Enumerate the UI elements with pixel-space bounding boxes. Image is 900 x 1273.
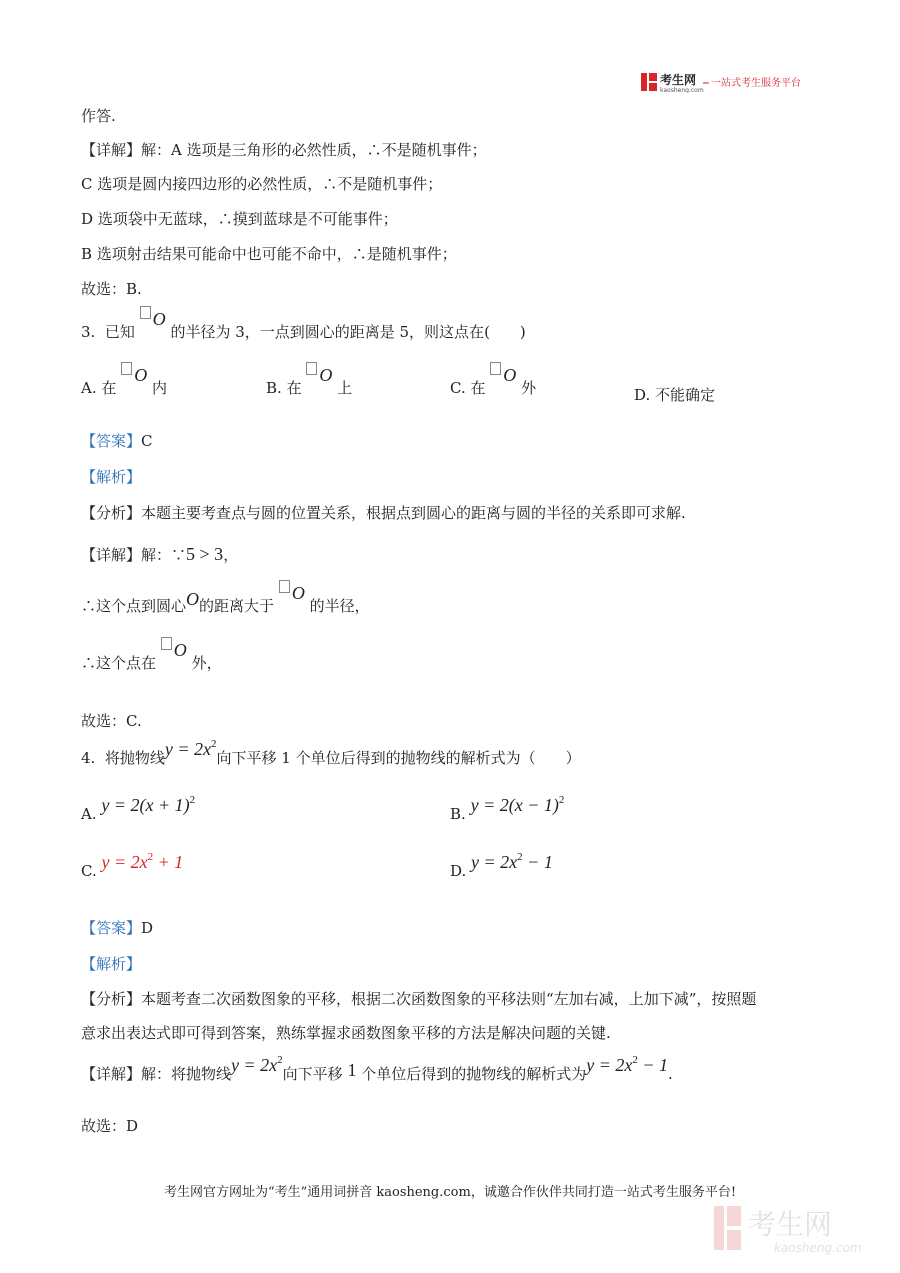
option-b: B. $y = 2(x - 1)^2$ (450, 794, 565, 823)
answer-line: 【答案】C (81, 432, 153, 450)
circle-symbol-icon (490, 362, 501, 375)
footer-text: 考生网官方网址为“考生”通用词拼音 kaosheng.com，诚邀合作伙伴共同打造一站式考生服务平台! (163, 1185, 737, 1200)
svg-text:kaosheng.com: kaosheng.com (774, 1241, 862, 1255)
conclusion: 故选：B. (81, 280, 142, 298)
kaosheng-watermark-logo (712, 1198, 882, 1258)
detail-line: ∴这个点到圆心O的距离大于 O 的半径， (81, 592, 370, 616)
svg-text:考生网: 考生网 (748, 1208, 833, 1241)
circle-symbol-icon (140, 306, 151, 319)
question-3-stem: 3. 已知 O 的半径为 3，一点到圆心的距离是 5，则这点在( ) (81, 318, 526, 342)
circle-symbol-icon (279, 580, 290, 593)
jiexi-heading: 【解析】 (81, 955, 142, 973)
option-a: A. 在 O 内 (81, 374, 167, 398)
kaosheng-logo (641, 71, 801, 93)
svg-text:kaosheng.com: kaosheng.com (660, 87, 704, 93)
analysis-line: 意求出表达式即可得到答案，熟练掌握求函数图象平移的方法是解决问题的关键. (81, 1024, 611, 1042)
analysis-line: 【分析】本题考查二次函数图象的平移，根据二次函数图象的平移法则“左加右减，上加下减”，按照题 (81, 990, 757, 1008)
option-c: C. $y = 2x^2 + 1$ (81, 851, 184, 880)
detail-line: 【详解】解：将抛物线$y = 2x^2$向下平移 1 个单位后得到的抛物线的解析式为$y = 2x^2 - 1$. (81, 1054, 673, 1083)
text-line: D 选项袋中无蓝球，∴摸到蓝球是不可能事件； (81, 210, 398, 228)
jiexi-heading: 【解析】 (81, 468, 142, 486)
text-line: 作答. (81, 107, 116, 125)
detail-line: 【详解】解：∵5 > 3， (81, 544, 239, 564)
text-line: C 选项是圆内接四边形的必然性质，∴不是随机事件； (81, 175, 443, 193)
circle-symbol-icon (306, 362, 317, 375)
svg-text:考生网: 考生网 (660, 73, 697, 87)
option-b: B. 在 O 上 (266, 374, 352, 398)
detail-line: 【详解】解：A 选项是三角形的必然性质，∴不是随机事件； (81, 141, 487, 159)
option-d: D. $y = 2x^2 - 1$ (450, 851, 553, 880)
circle-symbol-icon (161, 637, 172, 650)
circle-symbol-icon (121, 362, 132, 375)
option-a: A. $y = 2(x + 1)^2$ (81, 794, 196, 823)
conclusion: 故选：D (81, 1117, 139, 1135)
conclusion: 故选：C. (81, 712, 142, 730)
answer-line: 【答案】D (81, 919, 154, 937)
analysis-line: 【分析】本题主要考查点与圆的位置关系，根据点到圆心的距离与圆的半径的关系即可求解. (81, 504, 686, 522)
text-line: B 选项射击结果可能命中也可能不命中，∴是随机事件； (81, 245, 457, 263)
option-d: D. 不能确定 (634, 386, 716, 404)
question-4-stem: 4. 将抛物线$y = 2x^2$向下平移 1 个单位后得到的抛物线的解析式为（ ） (81, 738, 581, 767)
option-c: C. 在 O 外 (450, 374, 536, 398)
detail-line: ∴这个点在 O 外， (81, 649, 222, 673)
svg-text:一站式考生服务平台: 一站式考生服务平台 (711, 78, 801, 89)
